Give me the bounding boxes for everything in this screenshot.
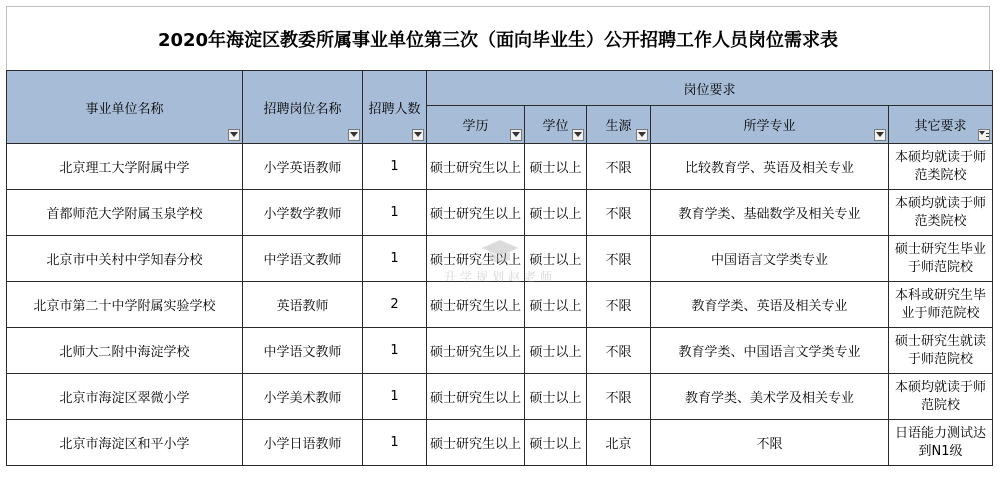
cell-education: 硕士研究生以上 (427, 282, 525, 328)
cell-count: 1 (363, 236, 427, 282)
filter-dropdown-icon[interactable] (636, 129, 648, 141)
table-row (7, 282, 993, 328)
filter-dropdown-icon[interactable] (412, 129, 424, 141)
cell-unit: 北师大二附中海淀学校 (7, 328, 243, 374)
header-other (889, 106, 993, 144)
cell-post: 中学语文教师 (243, 328, 363, 374)
cell-count: 1 (363, 374, 427, 420)
page-title: 2020年海淀区教委所属事业单位第三次（面向毕业生）公开招聘工作人员岗位需求表 (6, 6, 990, 70)
cell-other: 本科或研究生毕业于师范院校 (889, 282, 993, 328)
header-requirements: 岗位要求 (427, 71, 993, 106)
cell-post: 小学数学教师 (243, 190, 363, 236)
cell-degree: 硕士以上 (525, 144, 587, 190)
cell-education: 硕士研究生以上 (427, 374, 525, 420)
header-count-label: 招聘人数 (368, 101, 421, 117)
cell-count: 1 (363, 328, 427, 374)
header-source (587, 106, 651, 144)
cell-education: 硕士研究生以上 (427, 144, 525, 190)
cell-other: 本硕均就读于师范类院校 (889, 190, 993, 236)
cell-other: 硕士研究生就读于师范院校 (889, 328, 993, 374)
cell-post: 英语教师 (243, 282, 363, 328)
cell-unit: 北京市第二十中学附属实验学校 (7, 282, 243, 328)
cell-degree: 硕士以上 (525, 328, 587, 374)
cell-unit: 北京理工大学附属中学 (7, 144, 243, 190)
cell-source: 不限 (587, 374, 651, 420)
watermark-text: 升学规划赵老师 (443, 270, 556, 284)
cell-count: 1 (363, 144, 427, 190)
cell-post: 小学日语教师 (243, 420, 363, 466)
header-degree-label: 学位 (542, 119, 569, 134)
cell-count: 1 (363, 190, 427, 236)
cell-post: 小学美术教师 (243, 374, 363, 420)
table-row (7, 420, 993, 466)
header-major (651, 106, 889, 144)
cell-unit: 北京市中关村中学知春分校 (7, 236, 243, 282)
filter-dropdown-icon[interactable] (874, 129, 886, 141)
cell-unit: 北京市海淀区和平小学 (7, 420, 243, 466)
cell-post: 中学语文教师 (243, 236, 363, 282)
cell-major: 不限 (651, 420, 889, 466)
cell-unit: 北京市海淀区翠微小学 (7, 374, 243, 420)
table-row (7, 190, 993, 236)
header-count (363, 71, 427, 144)
table-row (7, 374, 993, 420)
header-education (427, 106, 525, 144)
header-degree (525, 106, 587, 144)
cell-other: 硕士研究生毕业于师范院校 (889, 236, 993, 282)
cell-degree: 硕士以上 (525, 420, 587, 466)
cell-source: 不限 (587, 282, 651, 328)
cell-major: 教育学类、基础数学及相关专业 (651, 190, 889, 236)
cell-source: 不限 (587, 236, 651, 282)
cell-major: 中国语言文学类专业 (651, 236, 889, 282)
table-row (7, 236, 993, 282)
cell-degree: 硕士以上 (525, 236, 587, 282)
cell-major: 教育学类、中国语言文学类专业 (651, 328, 889, 374)
cell-other: 本硕均就读于师范院校 (889, 374, 993, 420)
header-unit-name (7, 71, 243, 144)
cell-other: 日语能力测试达到N1级 (889, 420, 993, 466)
cell-major: 教育学类、美术学及相关专业 (651, 374, 889, 420)
header-post-name-label: 招聘岗位名称 (263, 101, 342, 117)
cell-education: 硕士研究生以上 (427, 420, 525, 466)
cell-major: 教育学类、英语及相关专业 (651, 282, 889, 328)
job-requirements-table (6, 70, 993, 466)
cell-count: 1 (363, 420, 427, 466)
cell-count: 2 (363, 282, 427, 328)
header-major-label: 所学专业 (743, 119, 796, 134)
cell-source: 不限 (587, 328, 651, 374)
header-unit-name-label: 事业单位名称 (85, 101, 164, 117)
filter-dropdown-icon[interactable] (348, 129, 360, 141)
cell-source: 不限 (587, 144, 651, 190)
header-other-label: 其它要求 (914, 119, 967, 134)
cell-degree: 硕士以上 (525, 374, 587, 420)
table-row (7, 144, 993, 190)
table-row (7, 328, 993, 374)
cell-unit: 首都师范大学附属玉泉学校 (7, 190, 243, 236)
cell-source: 北京 (587, 420, 651, 466)
header-post-name (243, 71, 363, 144)
cell-education: 硕士研究生以上 (427, 328, 525, 374)
filter-active-icon[interactable] (978, 129, 990, 141)
cell-degree: 硕士以上 (525, 190, 587, 236)
filter-dropdown-icon[interactable] (572, 129, 584, 141)
filter-dropdown-icon[interactable] (228, 129, 240, 141)
cell-source: 不限 (587, 190, 651, 236)
cell-degree: 硕士以上 (525, 282, 587, 328)
cell-major: 比较教育学、英语及相关专业 (651, 144, 889, 190)
header-source-label: 生源 (605, 119, 632, 134)
cell-post: 小学英语教师 (243, 144, 363, 190)
cell-other: 本硕均就读于师范类院校 (889, 144, 993, 190)
header-education-label: 学历 (462, 119, 489, 134)
cell-education: 硕士研究生以上 (427, 236, 525, 282)
filter-dropdown-icon[interactable] (510, 129, 522, 141)
cell-education: 硕士研究生以上 (427, 190, 525, 236)
